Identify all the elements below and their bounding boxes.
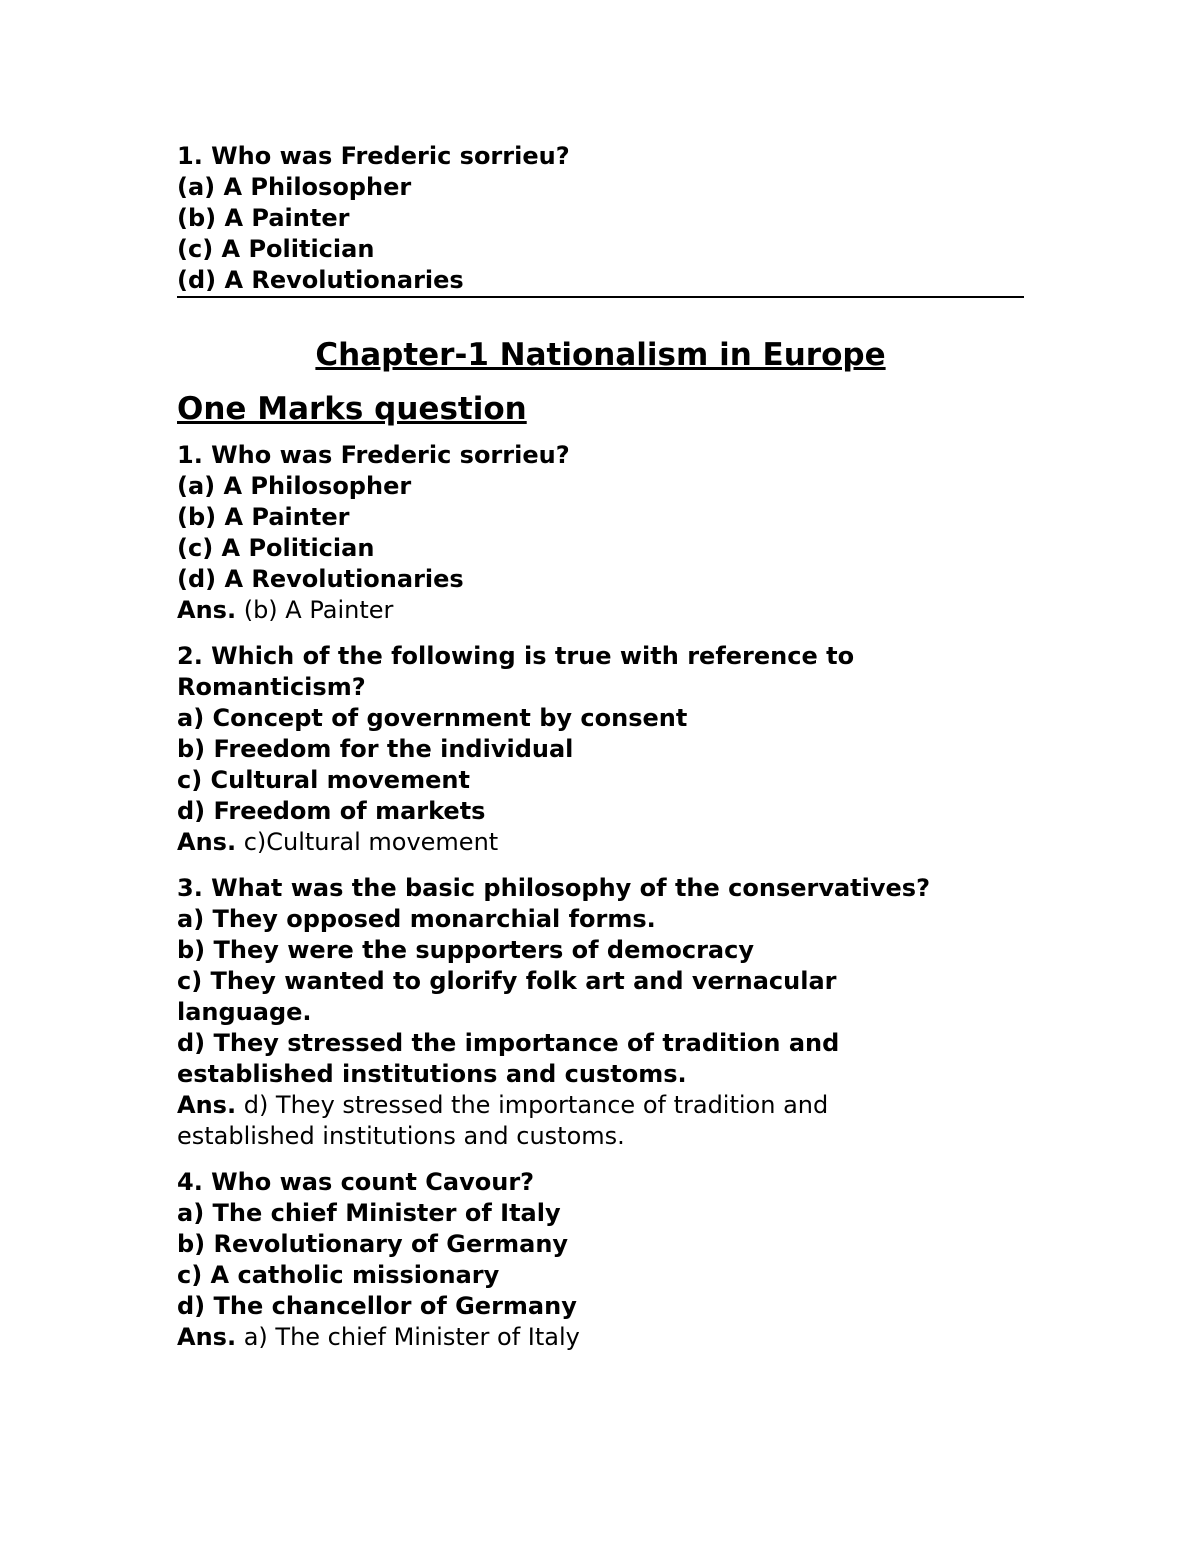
question-text: 3. What was the basic philosophy of the conservatives? <box>177 874 931 902</box>
answer-line <box>177 1121 1027 1152</box>
answer-line <box>177 1090 1027 1121</box>
question-text: 1. Who was Frederic sorrieu? <box>177 441 570 469</box>
document-content <box>177 141 1027 1353</box>
answer-text: c)Cultural movement <box>243 828 499 856</box>
answer-text: (b) A Painter <box>243 596 394 624</box>
section-title: One Marks question <box>177 391 527 427</box>
answer-line <box>177 595 1027 626</box>
option-text: (a) A Philosopher <box>177 472 412 500</box>
option-text: d) The chancellor of Germany <box>177 1292 577 1320</box>
top-question-text: 1. Who was Frederic sorrieu? <box>177 142 570 170</box>
question-list <box>177 440 1027 1353</box>
question-text: Romanticism? <box>177 673 366 701</box>
answer-label: Ans. <box>177 1091 237 1119</box>
option-text: a) Concept of government by consent <box>177 704 688 732</box>
option-text: b) They were the supporters of democracy <box>177 936 754 964</box>
question-block <box>177 1167 1027 1353</box>
question-block <box>177 440 1027 626</box>
option-text: established institutions and customs. <box>177 1060 687 1088</box>
option-text: c) They wanted to glorify folk art and vernacular <box>177 967 837 995</box>
answer-line <box>177 827 1027 858</box>
answer-text: d) They stressed the importance of tradition and <box>243 1091 829 1119</box>
option-text: b) Revolutionary of Germany <box>177 1230 569 1258</box>
option-text: c) Cultural movement <box>177 766 470 794</box>
option-text: language. <box>177 998 312 1026</box>
horizontal-divider <box>177 296 1024 298</box>
option-text: d) Freedom of markets <box>177 797 486 825</box>
option-text: d) They stressed the importance of tradition and <box>177 1029 840 1057</box>
answer-text: established institutions and customs. <box>177 1122 625 1150</box>
question-block <box>177 641 1027 858</box>
option-text: (b) A Painter <box>177 503 350 531</box>
top-question-block <box>177 141 1027 296</box>
option-text: c) A catholic missionary <box>177 1261 500 1289</box>
option-text: a) The chief Minister of Italy <box>177 1199 561 1227</box>
answer-label: Ans. <box>177 596 237 624</box>
option-text: a) They opposed monarchial forms. <box>177 905 656 933</box>
answer-line <box>177 1322 1027 1353</box>
answer-text: a) The chief Minister of Italy <box>243 1323 580 1351</box>
question-text: 2. Which of the following is true with reference to <box>177 642 855 670</box>
top-option: (c) A Politician <box>177 235 375 263</box>
answer-label: Ans. <box>177 828 237 856</box>
top-option: (d) A Revolutionaries <box>177 266 464 294</box>
top-option: (a) A Philosopher <box>177 173 412 201</box>
question-block <box>177 873 1027 1152</box>
option-text: b) Freedom for the individual <box>177 735 574 763</box>
chapter-title: Chapter-1 Nationalism in Europe <box>315 337 886 373</box>
question-text: 4. Who was count Cavour? <box>177 1168 535 1196</box>
answer-label: Ans. <box>177 1323 237 1351</box>
option-text: (c) A Politician <box>177 534 375 562</box>
top-option: (b) A Painter <box>177 204 350 232</box>
option-text: (d) A Revolutionaries <box>177 565 464 593</box>
